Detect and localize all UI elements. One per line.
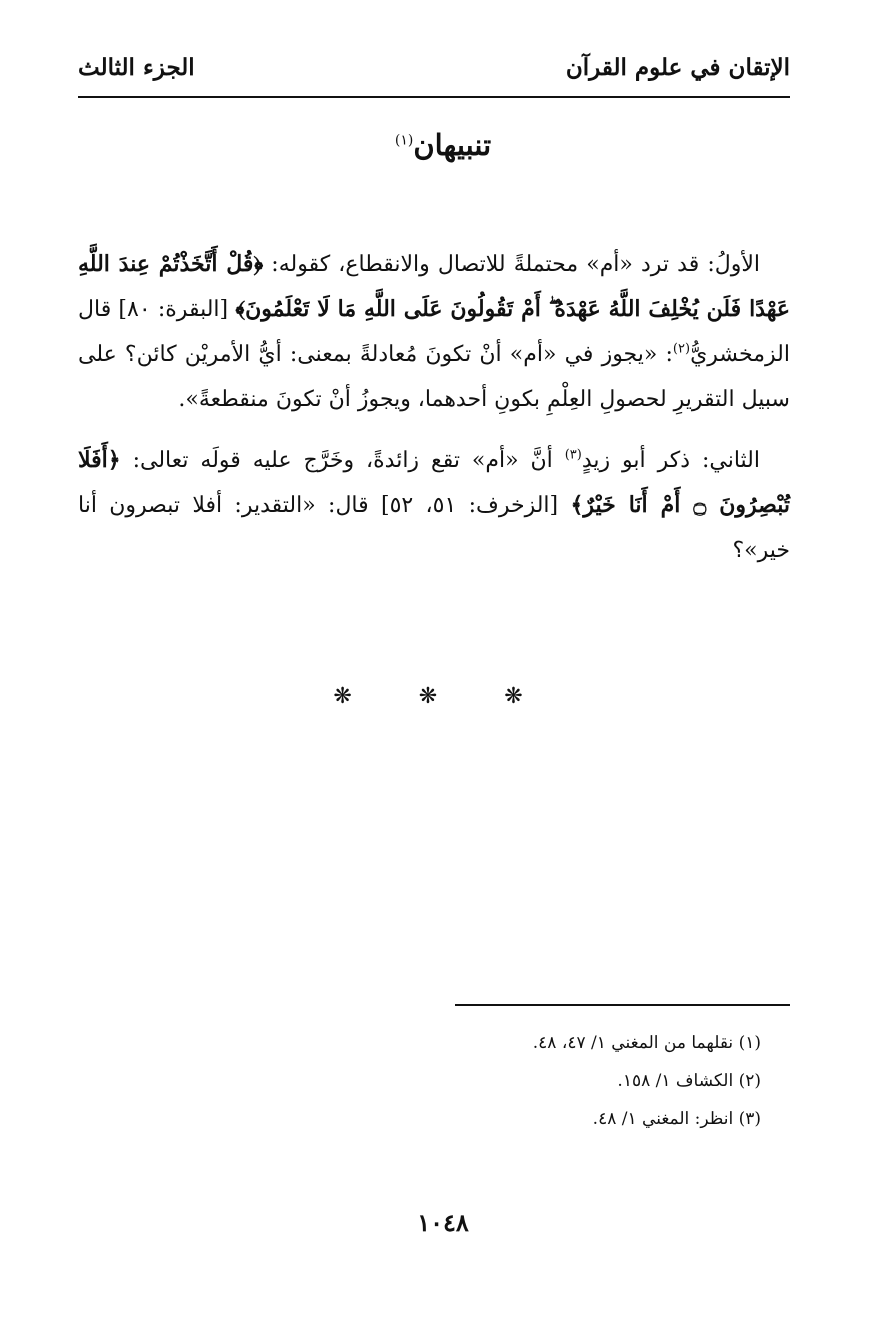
book-title: الإتقان في علوم القرآن [565, 54, 790, 81]
footnote-3: (٣) انظر: المغني ١/ ٤٨. [592, 1109, 761, 1129]
paragraph2-conclusion: قال: «التقدير: أفلا تبصرون أنا خير»؟ [78, 493, 790, 563]
section-title-footnote-mark: (١) [394, 132, 414, 149]
paragraph2-statement: أنَّ «أم» تقع زائدةً، وخَرَّج عليه قولَه تعالى: [120, 448, 565, 473]
footnote-mark-2: (٢) [672, 341, 691, 357]
body-text [78, 242, 790, 589]
section-separator: ❋ ❋ ❋ [333, 684, 553, 709]
section-title [0, 128, 886, 162]
paragraph1-zamakhshari: قال الزمخشريُّ [78, 297, 790, 367]
verse-reference-baqarah: [البقرة: ٨٠] [111, 297, 236, 322]
footnote-1: (١) نقلهما من المغني ١/ ٤٧، ٤٨. [532, 1033, 761, 1053]
paragraph-first-note [78, 242, 790, 422]
volume-label: الجزء الثالث [78, 54, 195, 81]
paragraph2-intro: الثاني: ذكر أبو زيدٍ [581, 448, 760, 473]
footnote-rule [455, 1004, 790, 1006]
quran-verse-baqarah: ﴿قُلْ أَتَّخَذْتُمْ عِندَ اللَّهِ عَهْدًا فَلَن يُخْلِفَ اللَّهُ عَهْدَهُ ۖ أَمْ تَقُولُونَ عَلَى اللَّهِ مَا لَا تَعْلَمُونَ﴾ [78, 251, 791, 322]
paragraph1-intro: الأولُ: قد ترد «أم» محتملةً للاتصال والانقطاع، كقوله: [263, 252, 760, 277]
footnote-mark-3: (٣) [564, 447, 582, 463]
running-header [78, 52, 790, 98]
footnote-2: (٢) الكشاف ١/ ١٥٨. [617, 1071, 761, 1091]
paragraph-second-note [78, 438, 790, 573]
section-title-text: تنبيهان [413, 128, 492, 162]
page-number: ١٠٤٨ [417, 1208, 469, 1237]
footnotes [78, 1024, 761, 1138]
paragraph1-quote: : «يجوز في «أم» أنْ تكونَ مُعادلةً بمعنى: أيُّ الأمريْن كائن؟ على سبيل التقريرِ لحصولِ العِلْمِ بكونِ أحدهما، ويجوزُ أنْ تكونَ منقطعةً». [78, 342, 790, 412]
quran-verse-zukhruf: ﴿أَفَلَا تُبْصِرُونَ ۝ أَمْ أَنَا خَيْرٌ﴾ [78, 447, 791, 518]
verse-reference-zukhruf: [الزخرف: ٥١، ٥٢] [368, 493, 571, 518]
